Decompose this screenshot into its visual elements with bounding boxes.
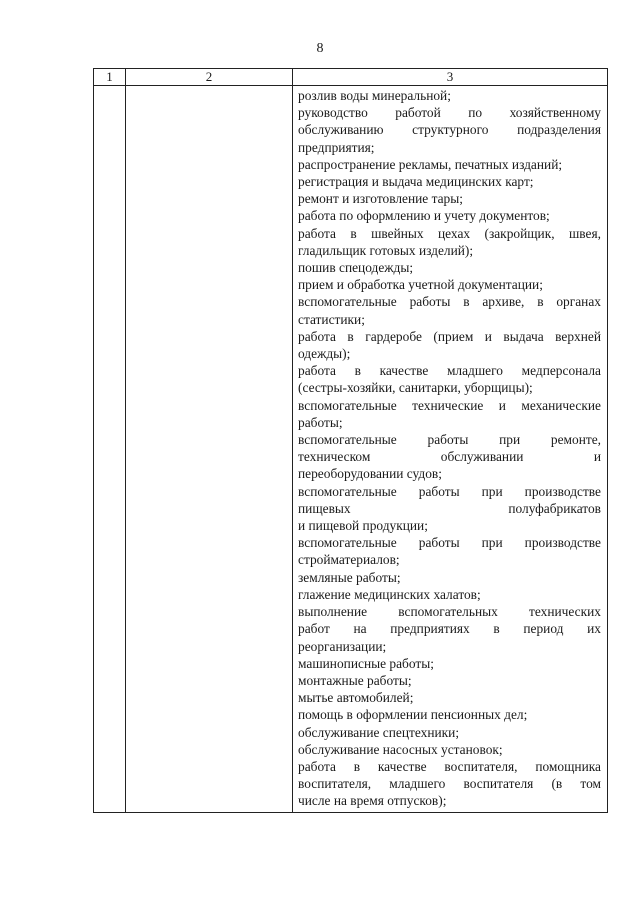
list-item — [298, 603, 601, 655]
list-item-line: пошив спецодежды; — [298, 260, 414, 276]
list-item — [298, 293, 601, 327]
list-item-line: и пищевой продукции; — [298, 518, 428, 534]
list-item-line: регистрация и выдача медицинских карт; — [298, 174, 534, 190]
list-item-line: работы; — [298, 414, 343, 430]
list-item — [298, 362, 601, 396]
list-item — [298, 689, 601, 706]
list-item-line: стройматериалов; — [298, 552, 400, 568]
header-row — [94, 69, 608, 86]
list-item — [298, 259, 601, 276]
list-item-line: помощь в оформлении пенсионных дел; — [298, 707, 528, 723]
list-item-line: переоборудовании судов; — [298, 466, 442, 482]
list-item — [298, 672, 601, 689]
list-item-line: воспитателя, младшего воспитателя (в том — [298, 776, 601, 792]
list-item — [298, 397, 601, 431]
list-item-line: техническом обслуживании и — [298, 449, 601, 465]
list-item-line: статистики; — [298, 311, 365, 327]
cell-col-2 — [126, 86, 293, 813]
list-item-line: земляные работы; — [298, 569, 401, 585]
list-item-line: работа в швейных цехах (закройщик, швея, — [298, 225, 601, 241]
list-item-line: вспомогательные работы при ремонте, — [298, 432, 601, 448]
list-item-line: вспомогательные работы при производстве — [298, 535, 601, 551]
list-item — [298, 190, 601, 207]
list-item-line: числе на время отпусков); — [298, 793, 447, 809]
list-item-line: реорганизации; — [298, 638, 387, 654]
page-number: 8 — [316, 41, 324, 56]
list-item — [298, 104, 601, 156]
list-item — [298, 276, 601, 293]
list-item — [298, 87, 601, 104]
list-item — [298, 741, 601, 758]
list-item-line: прием и обработка учетной документации; — [298, 277, 543, 293]
list-item-line: вспомогательные работы при производстве — [298, 483, 601, 499]
list-item-line: монтажные работы; — [298, 672, 412, 688]
list-item-line: пищевых полуфабрикатов — [298, 500, 601, 516]
list-item-line: работа в гардеробе (прием и выдача верхней — [298, 328, 601, 344]
column-header-3: 3 — [293, 69, 608, 86]
table-row — [94, 86, 608, 813]
column-header-2: 2 — [126, 69, 293, 86]
list-item — [298, 706, 601, 723]
list-item-line: обслуживание насосных установок; — [298, 741, 503, 757]
list-item-line: глажение медицинских халатов; — [298, 586, 481, 602]
list-item-line: работа в качестве воспитателя, помощника — [298, 758, 601, 774]
list-item — [298, 586, 601, 603]
list-item — [298, 173, 601, 190]
list-item-line: распространение рекламы, печатных изданий; — [298, 156, 563, 172]
cell-col-1 — [94, 86, 126, 813]
list-item-line: вспомогательные работы в архиве, в органах — [298, 294, 601, 310]
list-item — [298, 483, 601, 535]
list-item — [298, 207, 601, 224]
list-item — [298, 534, 601, 568]
list-item-line: гладильщик готовых изделий); — [298, 242, 474, 258]
cell-col-3 — [293, 86, 608, 813]
list-item-line: ремонт и изготовление тары; — [298, 191, 463, 207]
list-item-line: работа в качестве младшего медперсонала — [298, 363, 601, 379]
list-item — [298, 156, 601, 173]
list-item-line: работ на предприятиях в период их — [298, 621, 601, 637]
list-item — [298, 569, 601, 586]
list-item-line: выполнение вспомогательных технических — [298, 604, 601, 620]
list-item-line: мытье автомобилей; — [298, 690, 414, 706]
list-item — [298, 225, 601, 259]
list-item-line: руководство работой по хозяйственному — [298, 105, 601, 121]
activities-table — [93, 68, 608, 813]
list-item-line: розлив воды минеральной; — [298, 88, 451, 103]
list-item-line: (сестры-хозяйки, санитарки, уборщицы); — [298, 380, 533, 396]
column-header-1: 1 — [94, 69, 126, 86]
list-item — [298, 655, 601, 672]
list-item — [298, 758, 601, 810]
list-item — [298, 328, 601, 362]
list-item — [298, 431, 601, 483]
list-item-line: машинописные работы; — [298, 655, 434, 671]
list-item-line: обслуживание спецтехники; — [298, 724, 460, 740]
list-item-line: одежды); — [298, 346, 351, 362]
list-item-line: предприятия; — [298, 139, 375, 155]
list-item-line: вспомогательные технические и механические — [298, 397, 601, 413]
list-item-line: обслуживанию структурного подразделения — [298, 122, 601, 138]
list-item — [298, 724, 601, 741]
list-item-line: работа по оформлению и учету документов; — [298, 208, 550, 224]
